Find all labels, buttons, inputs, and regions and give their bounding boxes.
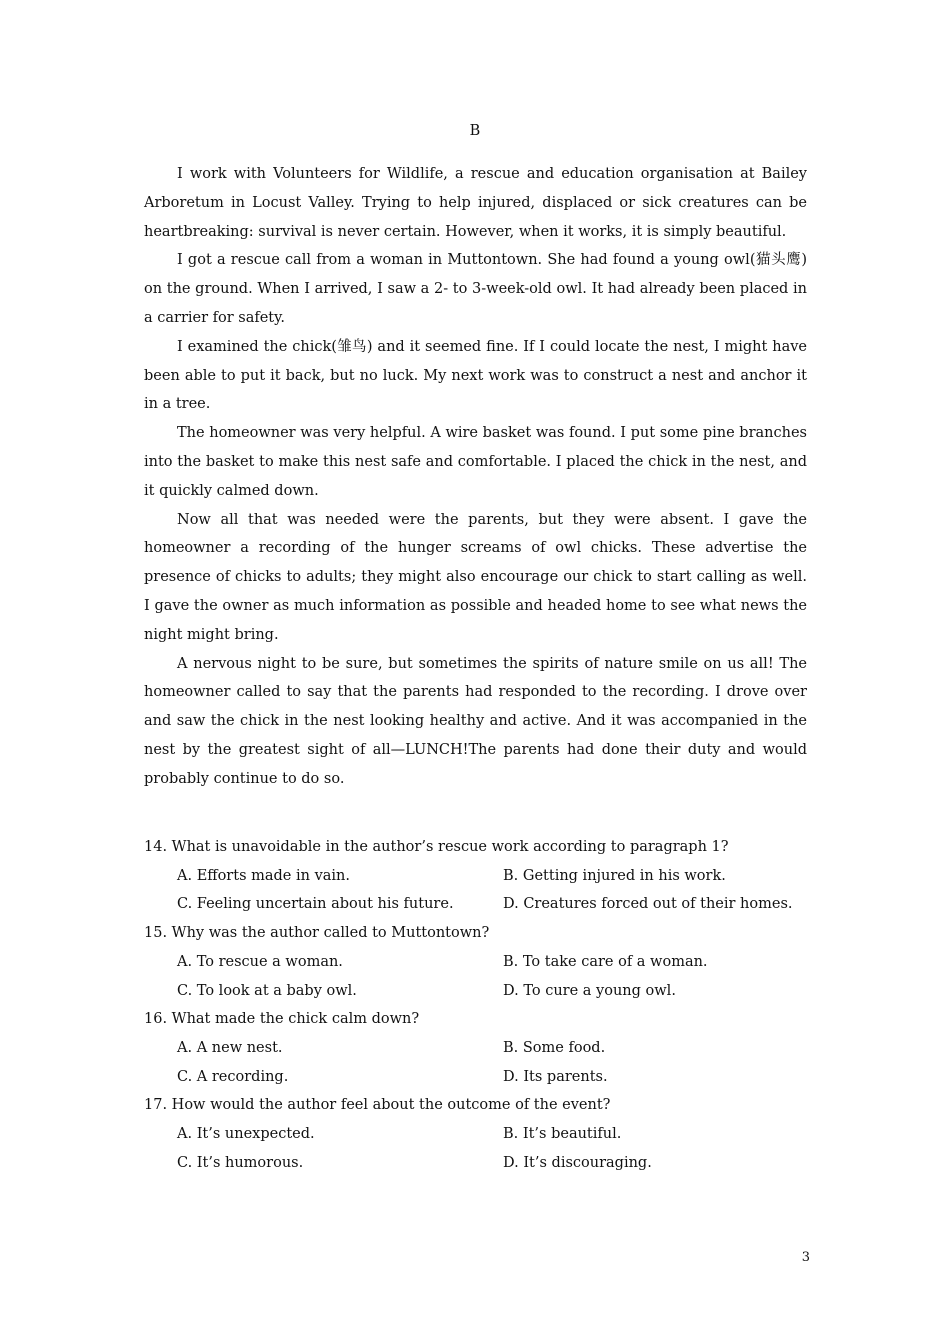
option-row bbox=[144, 977, 844, 1006]
option-b: B. To take care of a woman. bbox=[503, 953, 708, 970]
option-d: D. It’s discouraging. bbox=[503, 1154, 652, 1171]
option-row bbox=[144, 1149, 844, 1178]
option-row bbox=[144, 1120, 844, 1149]
option-row bbox=[144, 862, 844, 891]
question-16 bbox=[144, 1005, 844, 1091]
option-b: B. It’s beautiful. bbox=[503, 1126, 622, 1143]
reading-passage bbox=[144, 160, 807, 794]
option-row bbox=[144, 1063, 844, 1092]
option-a: A. Efforts made in vain. bbox=[177, 867, 350, 884]
question-list bbox=[144, 833, 844, 1177]
section-title: B bbox=[469, 123, 481, 139]
option-b: B. Some food. bbox=[503, 1039, 606, 1056]
option-row bbox=[144, 948, 844, 977]
question-stem: 15. Why was the author called to Muttontown? bbox=[144, 925, 490, 942]
question-17 bbox=[144, 1091, 844, 1177]
option-c: C. A recording. bbox=[177, 1068, 289, 1085]
option-d: D. Its parents. bbox=[503, 1068, 608, 1085]
option-a: A. A new nest. bbox=[177, 1039, 283, 1056]
option-row bbox=[144, 890, 844, 919]
option-d: D. Creatures forced out of their homes. bbox=[503, 896, 793, 913]
option-c: C. To look at a baby owl. bbox=[177, 982, 357, 999]
passage-paragraph: Now all that was needed were the parents, but they were absent. I gave the homeowner a recording of the hunger screams of owl chicks. These advertise the presence of chicks to adults; they might also encourage our chick to start calling as well. I gave the owner as much information as possible and headed home to see what news the night might bring. bbox=[144, 511, 807, 643]
option-row bbox=[144, 1034, 844, 1063]
passage-paragraph: I work with Volunteers for Wildlife, a rescue and education organisation at Bailey Arboretum in Locust Valley. Trying to help injured, displaced or sick creatures can be heartbreaking: survival is never certain. However, when it works, it is simply beautiful. bbox=[144, 166, 807, 240]
question-15 bbox=[144, 919, 844, 1005]
option-b: B. Getting injured in his work. bbox=[503, 867, 726, 884]
option-c: C. Feeling uncertain about his future. bbox=[177, 896, 454, 913]
question-14 bbox=[144, 833, 844, 919]
option-a: A. It’s unexpected. bbox=[177, 1126, 315, 1143]
passage-paragraph: The homeowner was very helpful. A wire basket was found. I put some pine branches into the basket to make this nest safe and comfortable. I placed the chick in the nest, and it quickly calmed down. bbox=[144, 425, 807, 499]
question-stem: 16. What made the chick calm down? bbox=[144, 1011, 420, 1028]
option-c: C. It’s humorous. bbox=[177, 1154, 304, 1171]
question-stem: 17. How would the author feel about the outcome of the event? bbox=[144, 1097, 611, 1114]
passage-paragraph: I examined the chick(雏鸟) and it seemed fine. If I could locate the nest, I might have been able to put it back, but no luck. My next work was to construct a nest and anchor it in a tree. bbox=[144, 338, 807, 413]
option-d: D. To cure a young owl. bbox=[503, 982, 676, 999]
option-a: A. To rescue a woman. bbox=[177, 953, 343, 970]
page-number: 3 bbox=[801, 1250, 810, 1265]
passage-paragraph: A nervous night to be sure, but sometimes the spirits of nature smile on us all! The homeowner called to say that the parents had responded to the recording. I drove over and saw the chick in the nest looking healthy and active. And it was accompanied in the nest by the greatest sight of all—LUNCH!The parents had done their duty and would probably continue to do so. bbox=[144, 655, 807, 787]
passage-paragraph: I got a rescue call from a woman in Muttontown. She had found a young owl(猫头鹰) on the ground. When I arrived, I saw a 2- to 3-week-old owl. It had already been placed in a carrier for safety. bbox=[144, 252, 807, 326]
question-stem: 14. What is unavoidable in the author’s rescue work according to paragraph 1? bbox=[144, 839, 729, 855]
